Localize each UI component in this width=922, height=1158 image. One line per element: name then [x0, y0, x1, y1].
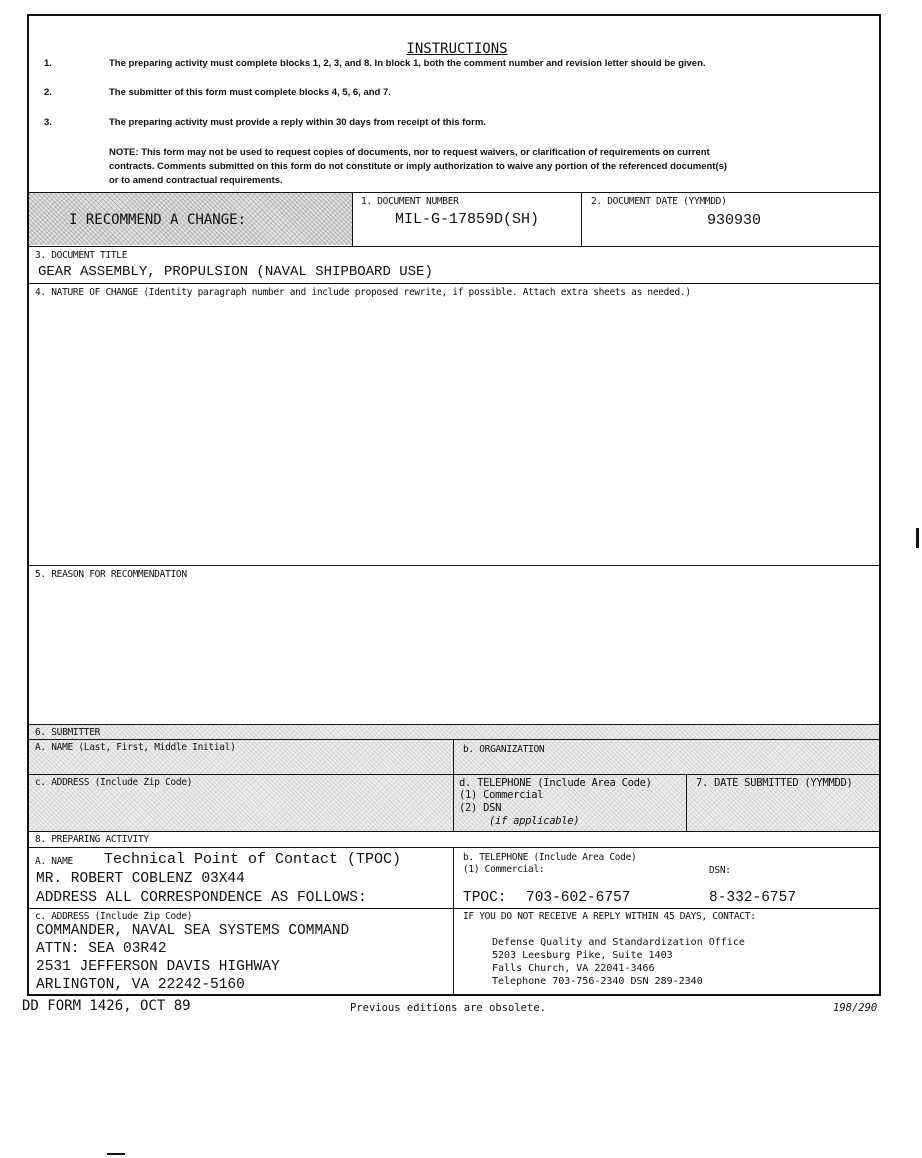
preparing-address-label: c. ADDRESS (Include Zip Code): [35, 911, 193, 922]
note-line-2: contracts. Comments submitted on this form do not constitute or imply authorization to waive any portion of the referenced document(s): [109, 161, 728, 172]
instruction-text-3: The preparing activity must provide a reply within 30 days from receipt of this form.: [109, 117, 486, 128]
date-submitted-label: 7. DATE SUBMITTED (YYMMDD): [696, 777, 853, 789]
previous-editions-note: Previous editions are obsolete.: [350, 1002, 546, 1014]
preparing-telephone-label: b. TELEPHONE (Include Area Code): [463, 852, 637, 863]
preparing-address-line-3: 2531 JEFFERSON DAVIS HIGHWAY: [36, 959, 280, 975]
rule: [686, 774, 687, 832]
rule: [29, 847, 879, 848]
document-title-label: 3. DOCUMENT TITLE: [35, 250, 128, 261]
instructions-heading-wrap: [29, 40, 879, 58]
contact-label: IF YOU DO NOT RECEIVE A REPLY WITHIN 45 DAYS, CONTACT:: [463, 911, 756, 922]
instruction-text-1: The preparing activity must complete blocks 1, 2, 3, and 8. In block 1, both the comment number and revision letter should be given.: [109, 58, 706, 69]
form-code: 198/290: [833, 1002, 878, 1014]
note-line-1: NOTE: This form may not be used to request copies of documents, nor to request waivers, or clarification of requirements on current: [109, 147, 710, 158]
scan-mark: [107, 1153, 125, 1155]
submitter-telephone-commercial: (1) Commercial: [459, 789, 544, 801]
reason-label: 5. REASON FOR RECOMMENDATION: [35, 569, 187, 580]
document-number-label: 1. DOCUMENT NUMBER: [361, 196, 459, 207]
recommend-label: I RECOMMEND A CHANGE:: [69, 212, 247, 228]
document-date-value: 930930: [707, 212, 762, 229]
preparing-address-line-1: COMMANDER, NAVAL SEA SYSTEMS COMMAND: [36, 923, 350, 939]
preparing-address-line-4: ARLINGTON, VA 22242-5160: [36, 977, 245, 993]
rule: [29, 246, 879, 247]
contact-line-1: Defense Quality and Standardization Office: [492, 937, 745, 948]
rule: [29, 831, 879, 832]
scan-mark: [916, 528, 919, 548]
preparing-name-value: Technical Point of Contact (TPOC): [104, 851, 402, 868]
note-line-3: or to amend contractual requirements.: [109, 175, 283, 186]
instruction-num-2: 2.: [44, 87, 52, 98]
instruction-text-2: The submitter of this form must complete blocks 4, 5, 6, and 7.: [109, 87, 391, 98]
preparing-name-line-2: ADDRESS ALL CORRESPONDENCE AS FOLLOWS:: [36, 890, 367, 906]
submitter-address-label: c. ADDRESS (Include Zip Code): [35, 777, 193, 788]
tpoc-dsn-value: 8-332-6757: [709, 890, 797, 906]
nature-of-change-label: 4. NATURE OF CHANGE (Identity paragraph number and include proposed rewrite, if possible. Attach extra sheets as needed.): [35, 287, 691, 298]
document-title-value: GEAR ASSEMBLY, PROPULSION (NAVAL SHIPBOARD USE): [38, 264, 433, 280]
submitter-name-label: A. NAME (Last, First, Middle Initial): [35, 742, 236, 753]
preparing-name-line-1: MR. ROBERT COBLENZ 03X44: [36, 871, 245, 887]
submitter-label: 6. SUBMITTER: [35, 727, 101, 738]
preparing-address-line-2: ATTN: SEA 03R42: [36, 941, 167, 957]
rule: [29, 908, 879, 909]
contact-line-2: 5203 Leesburg Pike, Suite 1403: [492, 950, 673, 961]
submitter-organization-label: b. ORGANIZATION: [463, 744, 545, 755]
preparing-telephone-commercial-label: (1) Commercial:: [463, 864, 545, 875]
rule: [29, 283, 879, 284]
dd-form-1426: [27, 14, 881, 996]
form-id: DD FORM 1426, OCT 89: [22, 998, 191, 1014]
rule: [29, 739, 879, 740]
preparing-activity-label: 8. PREPARING ACTIVITY: [35, 834, 149, 845]
document-number-value: MIL-G-17859D(SH): [395, 211, 540, 228]
submitter-telephone-label: d. TELEPHONE (Include Area Code): [459, 777, 652, 789]
contact-line-3: Falls Church, VA 22041-3466: [492, 963, 655, 974]
preparing-telephone-dsn-label: DSN:: [709, 865, 731, 876]
instruction-num-1: 1.: [44, 58, 52, 69]
document-date-label: 2. DOCUMENT DATE (YYMMDD): [591, 196, 727, 207]
preparing-name-label: A. NAME: [35, 856, 73, 867]
rule: [29, 565, 879, 566]
rule: [352, 192, 353, 247]
submitter-telephone-dsn: (2) DSN: [459, 802, 502, 814]
instructions-heading: INSTRUCTIONS: [406, 41, 508, 57]
rule: [453, 847, 454, 994]
rule: [581, 192, 582, 247]
rule: [29, 774, 879, 775]
submitter-telephone-applicable: (if applicable): [489, 815, 580, 827]
instruction-num-3: 3.: [44, 117, 52, 128]
rule: [453, 739, 454, 832]
contact-line-4: Telephone 703-756-2340 DSN 289-2340: [492, 976, 703, 987]
tpoc-commercial-value: 703-602-6757: [526, 890, 631, 906]
tpoc-label: TPOC:: [463, 890, 507, 906]
